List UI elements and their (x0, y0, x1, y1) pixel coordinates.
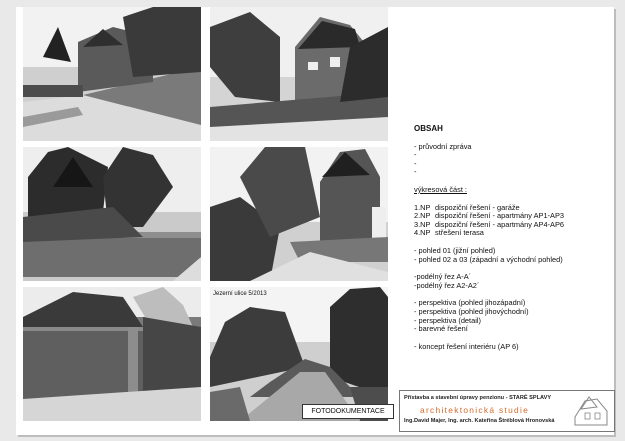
floor-code: 1.NP (414, 202, 431, 212)
floor-text: dispoziční řešení - apartmány AP1-AP3 (435, 211, 564, 221)
authors: Ing.David Majer, Ing. arch. Kateřina Štréblová Hronovská (404, 418, 555, 424)
photo-stone-wall (23, 287, 201, 421)
contents-dash-1: - (414, 150, 417, 160)
drawings-heading: výkresová část : (414, 184, 467, 194)
contents-dash-2: - (414, 158, 417, 168)
view-item: - pohled 01 (jižní pohled) (414, 245, 496, 255)
studio-type: architektonická studie (420, 405, 530, 415)
perspective-item: - perspektiva (detail) (414, 315, 481, 325)
photo-street-villas-2 (210, 7, 388, 141)
floor-code: 3.NP (414, 219, 431, 229)
building-logo-icon (571, 393, 611, 429)
contents-list (414, 125, 614, 351)
view-item: - pohled 02 a 03 (západní a východní pohled) (414, 254, 563, 264)
title-block (399, 390, 615, 432)
floor-text: dispoziční řešení - garáže (435, 202, 520, 212)
floor-code: 4.NP (414, 228, 431, 238)
interior-item: - koncept řešení interiéru (AP 6) (414, 341, 519, 351)
photo-caption: Jezerní ulice 5/2013 (213, 291, 267, 297)
contents-intro-item: - průvodní zpráva (414, 141, 472, 151)
photo-road-view (210, 287, 388, 421)
drawing-sheet (16, 7, 614, 435)
floor-code: 2.NP (414, 211, 431, 221)
floor-text: dispoziční řešení - apartmány AP4-AP6 (435, 219, 564, 229)
section-item: -podélný řez A2-A2´ (414, 280, 480, 290)
contents-dash-3: - (414, 167, 417, 177)
floor-item (414, 229, 614, 238)
perspective-item: - barevné řešení (414, 324, 468, 334)
photo-street-trees (210, 147, 388, 281)
contents-title: OBSAH (414, 124, 443, 133)
perspective-item: - perspektiva (pohled jihozápadní) (414, 298, 526, 308)
section-item: -podélný řez A-A´ (414, 272, 472, 282)
project-name: Přístavba a stavební úpravy penzionu - STARÉ SPLAVY (404, 395, 552, 401)
photo-documentation-label: FOTODOKUMENTACE (302, 404, 394, 419)
floor-text: střešení terasa (435, 228, 484, 238)
photo-garden-wall (23, 147, 201, 281)
perspective-item: - perspektiva (pohled jihovýchodní) (414, 306, 529, 316)
photo-street-villas-1 (23, 7, 201, 141)
